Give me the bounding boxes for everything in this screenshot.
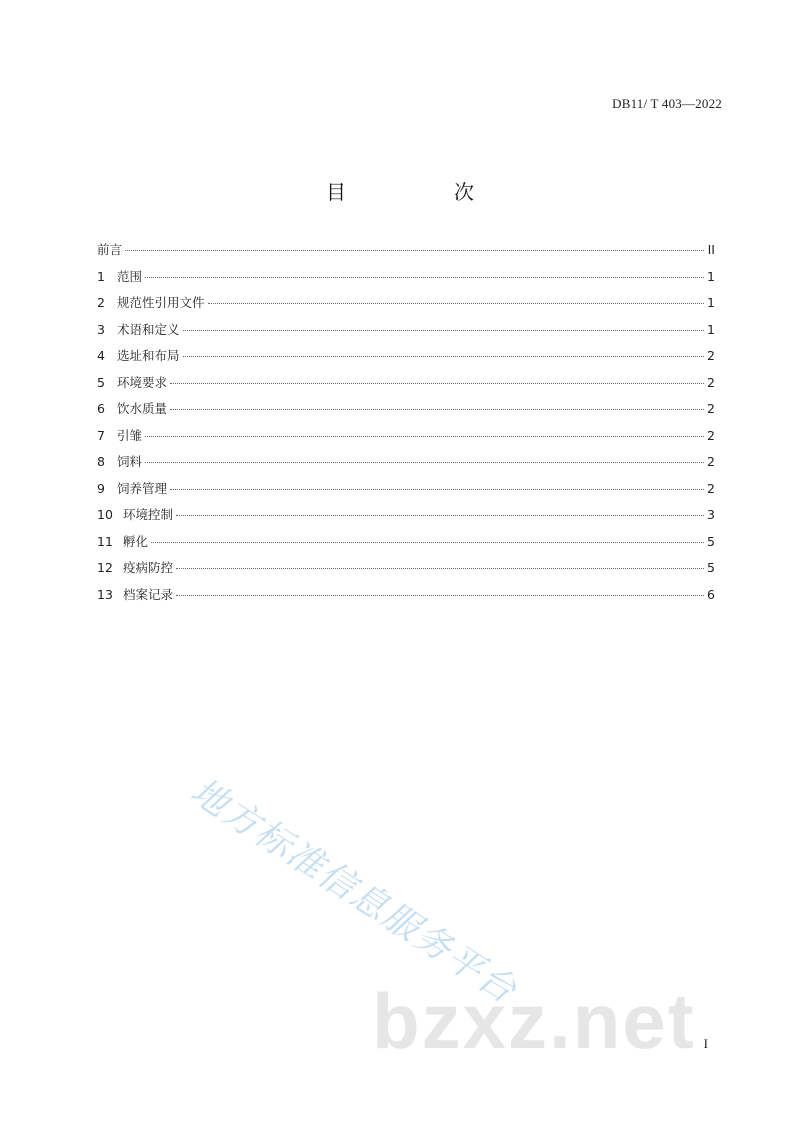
toc-dot-leader <box>170 383 704 384</box>
toc-entry-11[interactable] <box>97 532 715 559</box>
toc-dot-leader <box>145 462 704 463</box>
toc-entry-page: 2 <box>707 401 715 416</box>
toc-entry-number: 3 <box>97 321 105 337</box>
toc-entry-page: 5 <box>707 533 715 549</box>
toc-entry-label: 环境要求 <box>117 374 168 390</box>
toc-entry-page: 3 <box>707 507 715 522</box>
toc-entry-page: 2 <box>707 427 715 443</box>
toc-entry-3[interactable] <box>97 320 715 347</box>
toc-dot-leader <box>125 250 704 251</box>
toc-entry-number: 12 <box>97 560 113 575</box>
toc-entry-label: 引雏 <box>117 427 143 443</box>
toc-entry-page: 2 <box>707 374 715 390</box>
toc-entry-number: 5 <box>97 374 105 390</box>
toc-entry-10[interactable] <box>97 505 715 532</box>
page-number: I <box>703 1036 708 1051</box>
toc-dot-leader <box>176 595 704 596</box>
site-logo-watermark: bzxz.net <box>372 977 696 1065</box>
toc-entry-4[interactable] <box>97 346 715 373</box>
toc-entry-12[interactable] <box>97 558 715 585</box>
toc-dot-leader <box>145 277 704 278</box>
toc-entry-page: II <box>707 242 715 257</box>
toc-entry-page: 5 <box>707 560 715 575</box>
toc-entry-number: 9 <box>97 480 105 496</box>
toc-entry-label: 饲料 <box>117 454 143 469</box>
toc-dot-leader <box>170 489 704 490</box>
toc-entry-label: 孵化 <box>123 533 149 549</box>
toc-dot-leader <box>145 436 704 437</box>
toc-entry-1[interactable] <box>97 267 715 294</box>
toc-dot-leader <box>208 303 704 304</box>
platform-watermark: 地方标准信息服务平台 <box>183 770 525 1013</box>
toc-entry-label: 范围 <box>117 268 143 284</box>
toc-entry-number: 8 <box>97 454 105 469</box>
toc-entry-number: 2 <box>97 295 105 310</box>
toc-entry-number: 1 <box>97 268 105 284</box>
toc-entry-8[interactable] <box>97 452 715 479</box>
toc-entry-label: 规范性引用文件 <box>117 295 205 310</box>
toc-entry-9[interactable] <box>97 479 715 506</box>
toc-entry-6[interactable] <box>97 399 715 426</box>
toc-entry-label: 环境控制 <box>123 507 174 522</box>
toc-dot-leader <box>183 330 704 331</box>
toc-title: 目 次 <box>326 180 518 204</box>
toc-entry-5[interactable] <box>97 373 715 400</box>
toc-entry-2[interactable] <box>97 293 715 320</box>
toc-dot-leader <box>183 356 704 357</box>
toc-entry-page: 2 <box>707 454 715 469</box>
toc-entry-label: 疫病防控 <box>123 560 174 575</box>
toc-entry-number: 4 <box>97 348 105 363</box>
toc-entry-label: 前言 <box>97 242 123 257</box>
toc-entry-label: 选址和布局 <box>117 348 180 363</box>
toc-entry-page: 2 <box>707 480 715 496</box>
toc-dot-leader <box>151 542 704 543</box>
toc-dot-leader <box>176 568 704 569</box>
toc-entry-label: 饲养管理 <box>117 480 168 496</box>
toc-entry-number: 7 <box>97 427 105 443</box>
toc-entry-number: 13 <box>97 586 113 602</box>
toc-dot-leader <box>170 409 704 410</box>
toc-entry-foreword[interactable] <box>97 240 715 267</box>
toc-entry-label: 术语和定义 <box>117 321 180 337</box>
toc-entry-number: 11 <box>97 533 113 549</box>
toc-entry-page: 2 <box>707 348 715 363</box>
table-of-contents <box>97 240 715 611</box>
toc-entry-page: 1 <box>707 295 715 310</box>
toc-entry-page: 1 <box>707 321 715 337</box>
toc-entry-label: 饮水质量 <box>117 401 168 416</box>
toc-entry-7[interactable] <box>97 426 715 453</box>
toc-entry-page: 6 <box>707 586 715 602</box>
toc-dot-leader <box>176 515 704 516</box>
toc-entry-label: 档案记录 <box>123 586 174 602</box>
toc-entry-page: 1 <box>707 268 715 284</box>
toc-entry-number: 6 <box>97 401 105 416</box>
toc-entry-13[interactable] <box>97 585 715 612</box>
document-code: DB11/ T 403—2022 <box>612 96 722 111</box>
toc-entry-number: 10 <box>97 507 113 522</box>
